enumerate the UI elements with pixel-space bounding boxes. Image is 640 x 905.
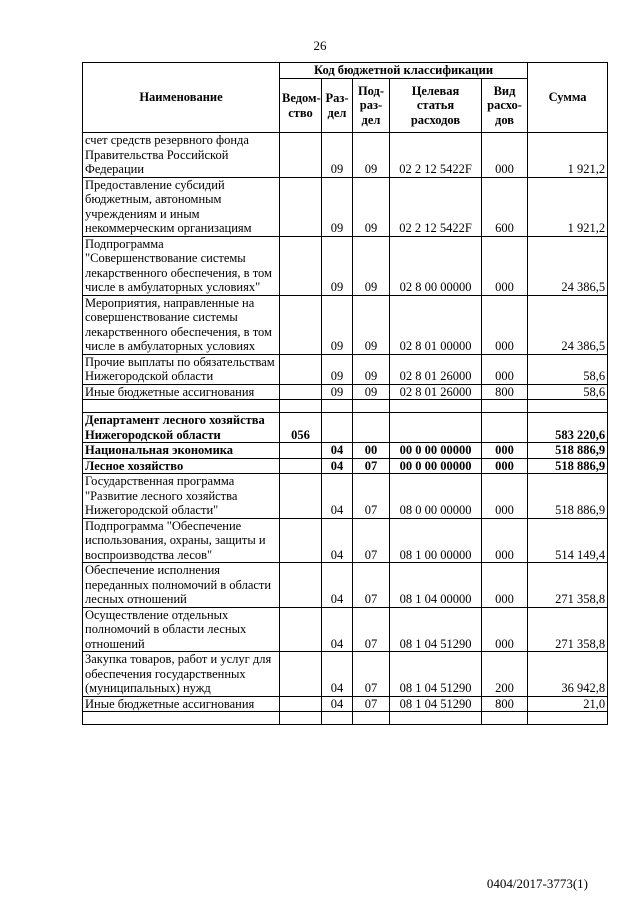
row-cel: 00 0 00 00000 [390, 458, 482, 474]
document-number: 0404/2017-3773(1) [486, 876, 588, 891]
table-row [83, 443, 608, 459]
row-razd: 04 [322, 443, 353, 459]
table-row [83, 236, 608, 295]
row-name: Предоставление субсидий бюджетным, автономным учреждениям и иным некоммерческим организациям [83, 177, 280, 236]
row-vid: 000 [482, 518, 528, 563]
row-podr: 07 [353, 652, 390, 697]
row-sum: 21,0 [528, 696, 608, 712]
row-ved [280, 607, 322, 652]
row-cel: 02 2 12 5422F [390, 177, 482, 236]
row-sum: 58,6 [528, 384, 608, 400]
row-ved [280, 295, 322, 354]
table-row [83, 384, 608, 400]
row-sum: 518 886,9 [528, 474, 608, 519]
row-name: Лесное хозяйство [83, 458, 280, 474]
empty-cell [322, 712, 353, 725]
row-razd: 04 [322, 474, 353, 519]
row-razd: 04 [322, 458, 353, 474]
empty-cell [83, 712, 280, 725]
row-razd [322, 413, 353, 443]
row-cel: 02 8 01 26000 [390, 354, 482, 384]
row-ved [280, 518, 322, 563]
table-row [83, 295, 608, 354]
row-name: Национальная экономика [83, 443, 280, 459]
header-podr: Под-раз-дел [353, 79, 390, 133]
header-vid: Вид расхо-дов [482, 79, 528, 133]
row-podr: 07 [353, 474, 390, 519]
row-vid: 000 [482, 236, 528, 295]
empty-cell [83, 400, 280, 413]
row-podr: 09 [353, 354, 390, 384]
row-sum: 518 886,9 [528, 458, 608, 474]
row-razd: 04 [322, 607, 353, 652]
page-number: 26 [313, 38, 327, 53]
row-name: Подпрограмма "Обеспечение использования, охраны, защиты и воспроизводства лесов" [83, 518, 280, 563]
row-vid: 200 [482, 652, 528, 697]
row-vid: 800 [482, 384, 528, 400]
row-sum: 1 921,2 [528, 133, 608, 178]
table-body [83, 133, 608, 725]
row-podr: 09 [353, 236, 390, 295]
row-podr: 07 [353, 518, 390, 563]
spacer-row [83, 712, 608, 725]
header-razd: Раз-дел [322, 79, 353, 133]
table-row [83, 458, 608, 474]
row-cel: 02 8 00 00000 [390, 236, 482, 295]
empty-cell [353, 400, 390, 413]
row-vid: 000 [482, 354, 528, 384]
header-name: Наименование [83, 63, 280, 133]
table-row [83, 518, 608, 563]
row-razd: 04 [322, 696, 353, 712]
empty-cell [322, 400, 353, 413]
row-ved [280, 443, 322, 459]
header-ved: Ведом-ство [280, 79, 322, 133]
empty-cell [390, 712, 482, 725]
row-vid: 000 [482, 458, 528, 474]
row-podr: 07 [353, 607, 390, 652]
row-podr: 09 [353, 295, 390, 354]
row-vid: 000 [482, 607, 528, 652]
row-name: Осуществление отдельных полномочий в области лесных отношений [83, 607, 280, 652]
row-name: Государственная программа "Развитие лесного хозяйства Нижегородской области" [83, 474, 280, 519]
row-name: Иные бюджетные ассигнования [83, 384, 280, 400]
row-sum: 271 358,8 [528, 563, 608, 608]
row-ved [280, 133, 322, 178]
table-row [83, 652, 608, 697]
empty-cell [353, 712, 390, 725]
row-sum: 518 886,9 [528, 443, 608, 459]
row-vid: 800 [482, 696, 528, 712]
row-razd: 09 [322, 133, 353, 178]
header-classification-group: Код бюджетной классификации [280, 63, 528, 79]
row-ved: 056 [280, 413, 322, 443]
empty-cell [528, 712, 608, 725]
table-row [83, 474, 608, 519]
row-vid: 000 [482, 295, 528, 354]
empty-cell [528, 400, 608, 413]
row-razd: 09 [322, 354, 353, 384]
row-vid: 600 [482, 177, 528, 236]
row-razd: 04 [322, 563, 353, 608]
row-podr [353, 413, 390, 443]
row-cel: 08 1 04 51290 [390, 607, 482, 652]
row-sum: 24 386,5 [528, 295, 608, 354]
row-cel [390, 413, 482, 443]
row-cel: 00 0 00 00000 [390, 443, 482, 459]
row-ved [280, 563, 322, 608]
empty-cell [482, 712, 528, 725]
row-ved [280, 354, 322, 384]
table-row [83, 413, 608, 443]
row-razd: 04 [322, 652, 353, 697]
row-vid: 000 [482, 474, 528, 519]
row-vid [482, 413, 528, 443]
empty-cell [482, 400, 528, 413]
row-vid: 000 [482, 133, 528, 178]
row-ved [280, 458, 322, 474]
row-podr: 09 [353, 177, 390, 236]
row-name: Прочие выплаты по обязательствам Нижегородской области [83, 354, 280, 384]
row-razd: 09 [322, 384, 353, 400]
empty-cell [280, 712, 322, 725]
row-cel: 02 8 01 00000 [390, 295, 482, 354]
row-sum: 1 921,2 [528, 177, 608, 236]
row-name: Мероприятия, направленные на совершенствование системы лекарственного обеспечения, в том числе в амбулаторных условиях [83, 295, 280, 354]
row-ved [280, 177, 322, 236]
empty-cell [390, 400, 482, 413]
row-ved [280, 652, 322, 697]
row-cel: 02 2 12 5422F [390, 133, 482, 178]
row-name: счет средств резервного фонда Правительства Российской Федерации [83, 133, 280, 178]
row-sum: 583 220,6 [528, 413, 608, 443]
row-cel: 08 1 04 51290 [390, 696, 482, 712]
row-podr: 07 [353, 696, 390, 712]
row-podr: 07 [353, 563, 390, 608]
row-ved [280, 236, 322, 295]
row-razd: 09 [322, 236, 353, 295]
row-cel: 08 1 00 00000 [390, 518, 482, 563]
row-vid: 000 [482, 563, 528, 608]
row-sum: 271 358,8 [528, 607, 608, 652]
row-sum: 514 149,4 [528, 518, 608, 563]
row-sum: 58,6 [528, 354, 608, 384]
row-podr: 00 [353, 443, 390, 459]
row-cel: 08 1 04 00000 [390, 563, 482, 608]
row-cel: 02 8 01 26000 [390, 384, 482, 400]
row-name: Подпрограмма "Совершенствование системы лекарственного обеспечения, в том числе в амбулаторных условиях" [83, 236, 280, 295]
row-podr: 07 [353, 458, 390, 474]
row-sum: 36 942,8 [528, 652, 608, 697]
budget-table [82, 62, 608, 725]
row-cel: 08 0 00 00000 [390, 474, 482, 519]
empty-cell [280, 400, 322, 413]
table-row [83, 354, 608, 384]
table-row [83, 563, 608, 608]
row-ved [280, 384, 322, 400]
row-vid: 000 [482, 443, 528, 459]
row-name: Обеспечение исполнения переданных полномочий в области лесных отношений [83, 563, 280, 608]
row-razd: 09 [322, 177, 353, 236]
table-row [83, 133, 608, 178]
header-row-group [83, 63, 608, 79]
row-cel: 08 1 04 51290 [390, 652, 482, 697]
row-podr: 09 [353, 384, 390, 400]
row-name: Иные бюджетные ассигнования [83, 696, 280, 712]
table-row [83, 696, 608, 712]
row-razd: 04 [322, 518, 353, 563]
row-ved [280, 696, 322, 712]
row-podr: 09 [353, 133, 390, 178]
row-ved [280, 474, 322, 519]
row-name: Закупка товаров, работ и услуг для обеспечения государственных (муниципальных) нужд [83, 652, 280, 697]
header-sum: Сумма [528, 63, 608, 133]
table-row [83, 607, 608, 652]
row-razd: 09 [322, 295, 353, 354]
table-row [83, 177, 608, 236]
row-name: Департамент лесного хозяйства Нижегородской области [83, 413, 280, 443]
row-sum: 24 386,5 [528, 236, 608, 295]
spacer-row [83, 400, 608, 413]
header-cel: Целевая статья расходов [390, 79, 482, 133]
